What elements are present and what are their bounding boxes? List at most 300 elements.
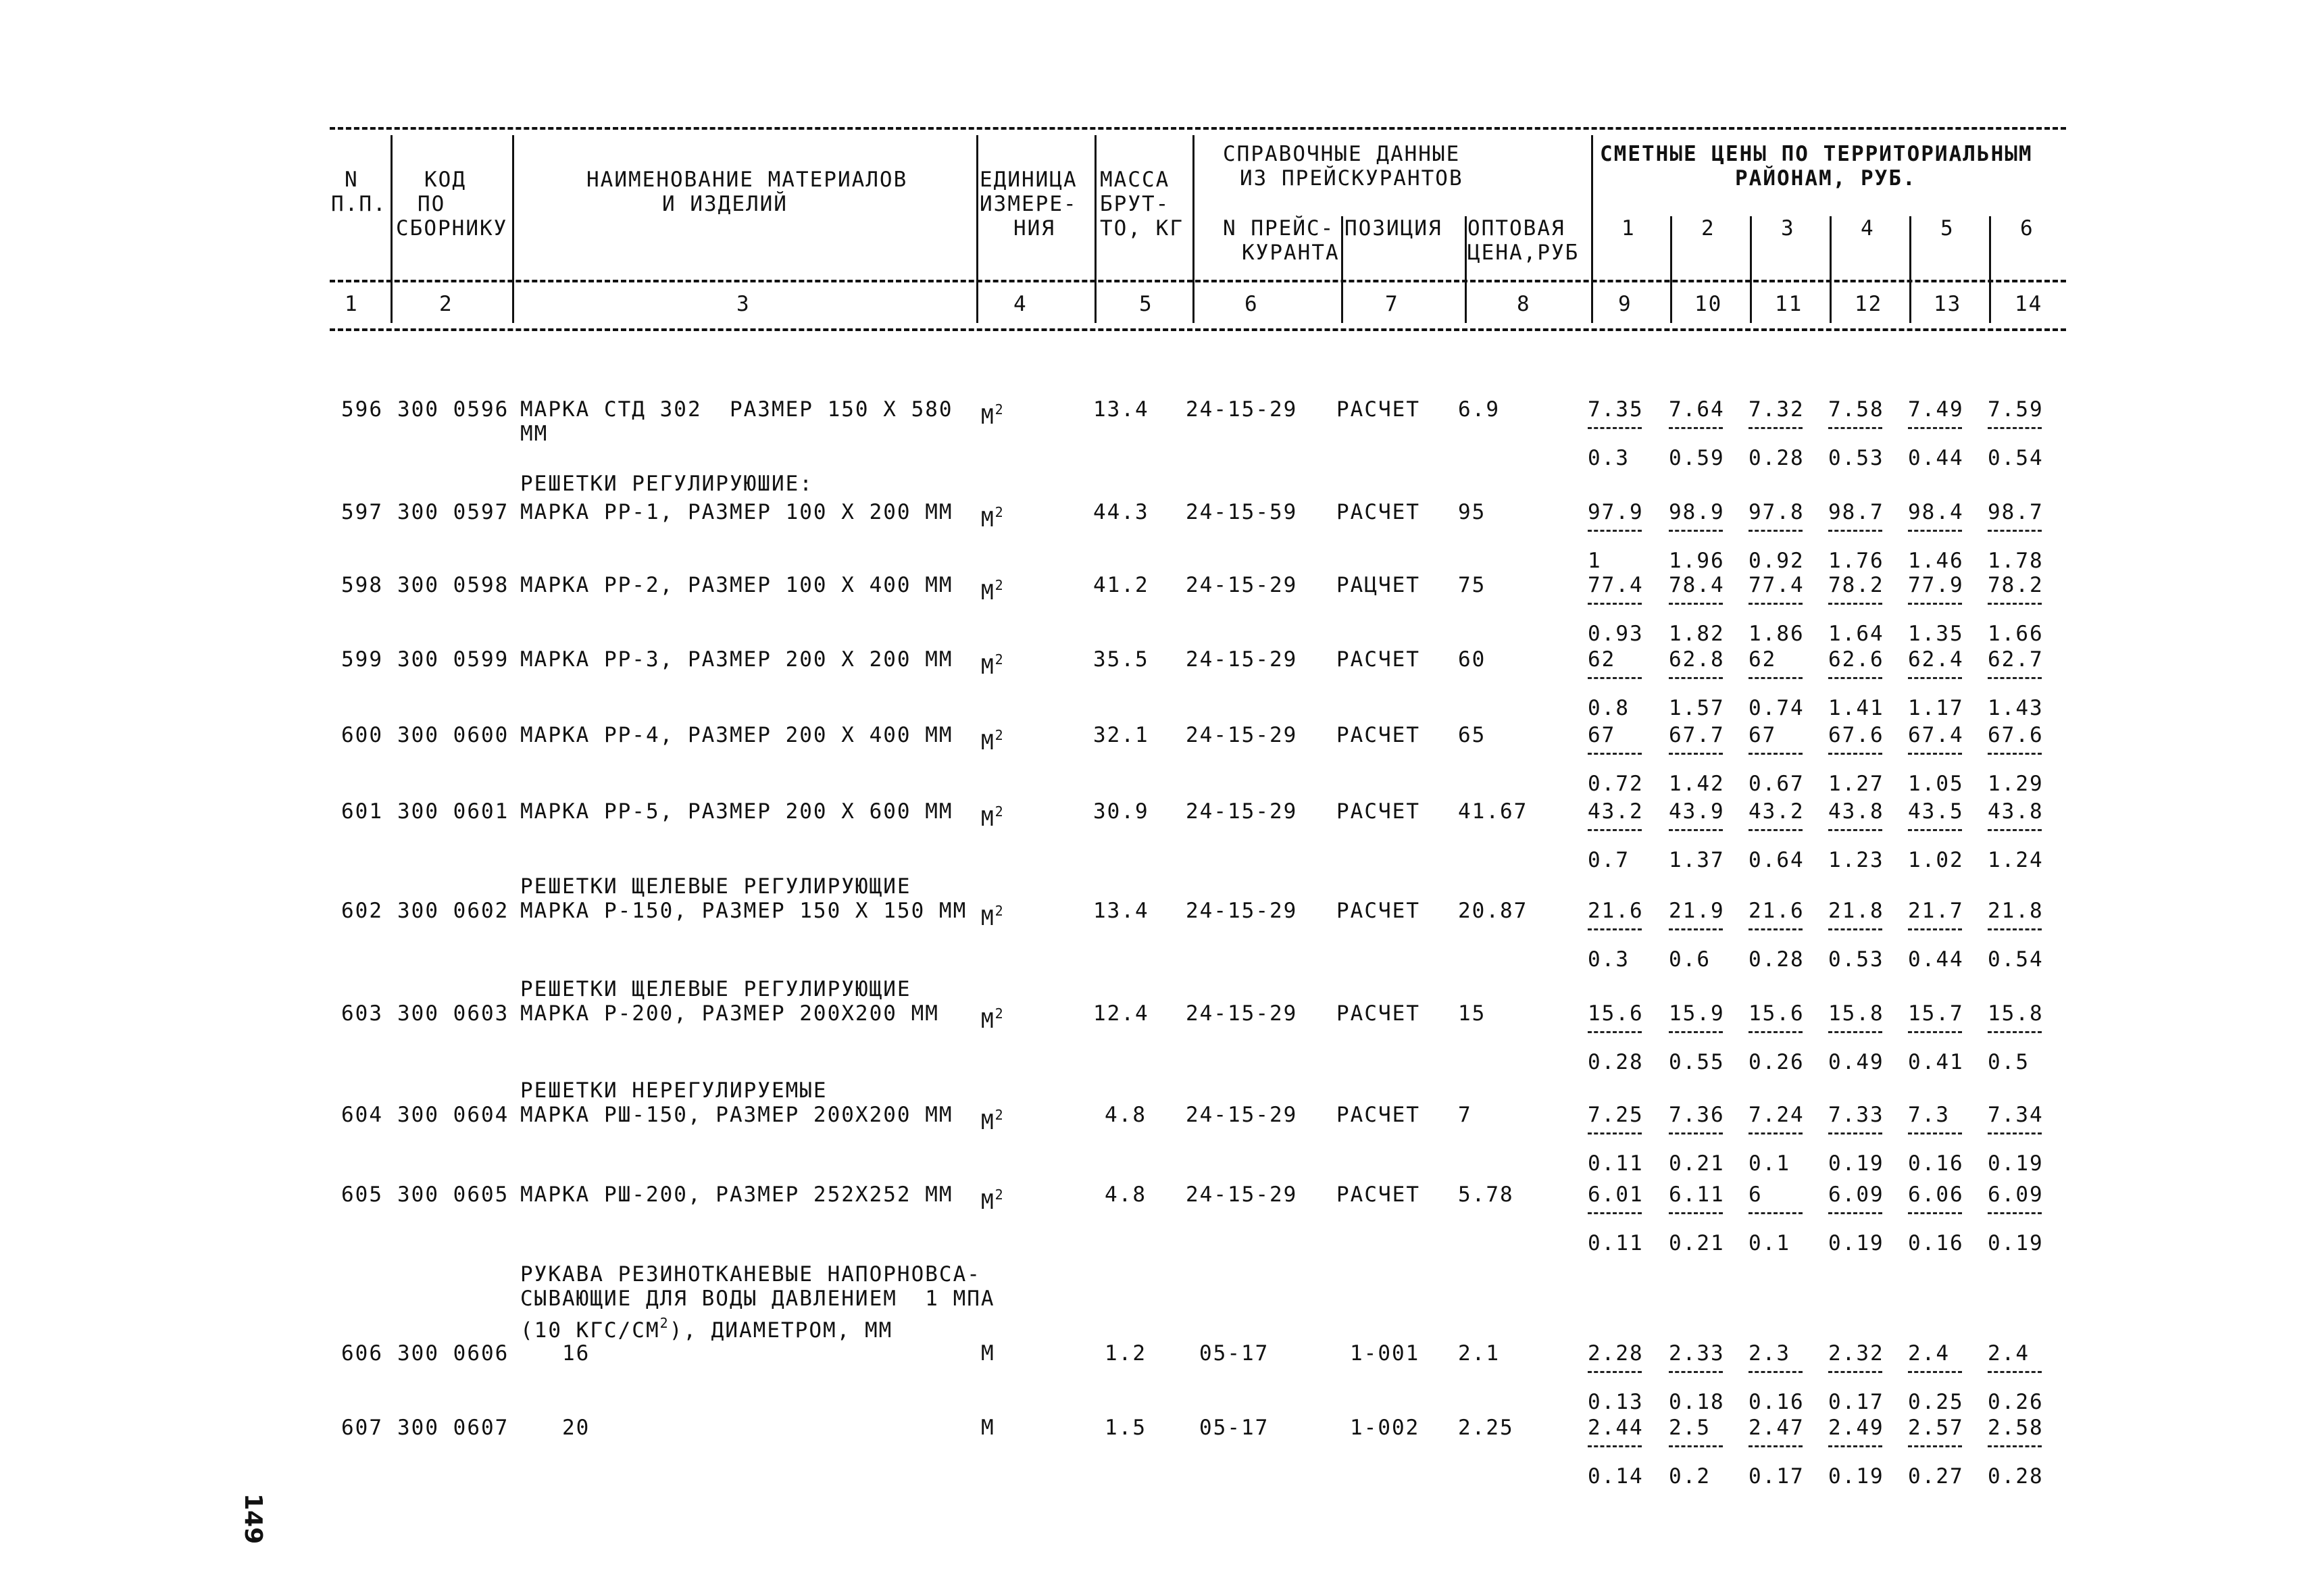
row-number: 596	[341, 397, 383, 422]
row-estimate-extra: 1.02	[1908, 848, 1964, 872]
unit-superscript: 2	[995, 401, 1005, 418]
row-estimate-price: 2.49	[1828, 1416, 1884, 1440]
row-wholesale: 7	[1458, 1103, 1472, 1127]
row-estimate-extra: 1.64	[1828, 622, 1884, 646]
row-number: 598	[341, 573, 383, 597]
row-number: 600	[341, 723, 383, 747]
header-mass: МАССА	[1100, 168, 1170, 192]
row-estimate-price: 43.2	[1749, 799, 1805, 824]
row-estimate-price: 21.6	[1588, 899, 1644, 923]
fraction-rule	[1588, 1212, 1642, 1214]
header-region-number: 6	[2020, 216, 2034, 241]
row-mass: 1.2	[1105, 1341, 1147, 1366]
row-wholesale: 2.1	[1458, 1341, 1500, 1366]
row-number: 599	[341, 647, 383, 672]
row-estimate-price: 7.34	[1988, 1103, 2044, 1127]
row-estimate-price: 67.6	[1828, 723, 1884, 747]
row-unit: $М^2$	[981, 504, 1005, 532]
row-position: РАЦЧЕТ	[1336, 573, 1420, 597]
fraction-rule	[1669, 1132, 1723, 1134]
row-estimate-extra: 0.28	[1749, 947, 1805, 972]
fraction-rule	[1988, 753, 2042, 755]
row-unit: $М^2$	[981, 1005, 1005, 1033]
fraction-rule	[1749, 1031, 1803, 1033]
row-estimate-price: 98.9	[1669, 500, 1725, 524]
fraction-rule	[1588, 603, 1642, 605]
row-estimate-extra: 1.35	[1908, 622, 1964, 646]
row-number: 607	[341, 1416, 383, 1440]
row-estimate-price: 6	[1749, 1182, 1763, 1207]
row-price-list: 05-17	[1199, 1341, 1269, 1366]
row-estimate-extra: 1.24	[1988, 848, 2044, 872]
row-estimate-extra: 0.53	[1828, 947, 1884, 972]
row-estimate-price: 7.36	[1669, 1103, 1725, 1127]
row-mass: 13.4	[1093, 397, 1149, 422]
row-wholesale: 75	[1458, 573, 1486, 597]
unit-superscript: 2	[995, 504, 1005, 520]
row-estimate-price: 77.9	[1908, 573, 1964, 597]
row-mass: 41.2	[1093, 573, 1149, 597]
unit-superscript: 2	[995, 903, 1005, 919]
row-position: РАСЧЕТ	[1336, 899, 1420, 923]
fraction-rule	[1669, 928, 1723, 930]
page-number: 149	[239, 1493, 267, 1545]
row-estimate-extra: 0.72	[1588, 772, 1644, 796]
column-number: 8	[1517, 292, 1531, 316]
row-estimate-price: 21.7	[1908, 899, 1964, 923]
row-estimate-extra: 0.1	[1749, 1231, 1790, 1255]
header-code: СБОРНИКУ	[396, 216, 508, 241]
row-estimate-price: 2.57	[1908, 1416, 1964, 1440]
row-code: 300 0601	[397, 799, 509, 824]
fraction-rule	[1749, 753, 1803, 755]
fraction-rule	[1669, 530, 1723, 532]
row-estimate-price: 21.6	[1749, 899, 1805, 923]
header-unit: ЕДИНИЦА	[980, 168, 1078, 192]
fraction-rule	[1828, 1132, 1882, 1134]
header-estimate-group: СМЕТНЫЕ ЦЕНЫ ПО ТЕРРИТОРИАЛЬНЫМ	[1600, 142, 2033, 166]
header-mass: БРУТ-	[1100, 192, 1170, 216]
row-unit: $М^2$	[981, 803, 1005, 831]
header-name: НАИМЕНОВАНИЕ МАТЕРИАЛОВ	[586, 168, 908, 192]
row-unit: М	[981, 1416, 995, 1440]
row-estimate-extra: 0.49	[1828, 1050, 1884, 1074]
row-estimate-price: 7.24	[1749, 1103, 1805, 1127]
fraction-rule	[1988, 1031, 2042, 1033]
section-title: РУКАВА РЕЗИНОТКАНЕВЫЕ НАПОРНОВСА-	[520, 1262, 981, 1287]
row-name: МАРКА РР-1, РАЗМЕР 100 Х 200 ММ	[520, 500, 953, 524]
row-estimate-price: 43.2	[1588, 799, 1644, 824]
fraction-rule	[1749, 1212, 1803, 1214]
row-estimate-extra: 1.57	[1669, 696, 1725, 720]
header-num: П.П.	[331, 192, 387, 216]
fraction-rule	[1828, 603, 1882, 605]
header-sub-rule	[330, 280, 2066, 282]
row-code: 300 0605	[397, 1182, 509, 1207]
row-estimate-price: 7.49	[1908, 397, 1964, 422]
row-name: МАРКА РР-4, РАЗМЕР 200 Х 400 ММ	[520, 723, 953, 747]
row-position: РАСЧЕТ	[1336, 1001, 1420, 1026]
header-region-number: 5	[1940, 216, 1955, 241]
row-mass: 12.4	[1093, 1001, 1149, 1026]
unit-superscript: 2	[995, 1005, 1005, 1022]
row-estimate-extra: 0.28	[1749, 446, 1805, 470]
row-estimate-extra: 0.44	[1908, 947, 1964, 972]
column-divider	[391, 135, 393, 323]
row-number: 597	[341, 500, 383, 524]
fraction-rule	[1588, 1031, 1642, 1033]
row-estimate-extra: 0.19	[1828, 1464, 1884, 1489]
fraction-rule	[1749, 928, 1803, 930]
row-wholesale: 95	[1458, 500, 1486, 524]
row-estimate-price: 7.32	[1749, 397, 1805, 422]
row-position: РАСЧЕТ	[1336, 500, 1420, 524]
row-estimate-extra: 0.17	[1749, 1464, 1805, 1489]
column-number: 14	[2015, 292, 2043, 316]
row-estimate-extra: 1.29	[1988, 772, 2044, 796]
row-estimate-price: 97.8	[1749, 500, 1805, 524]
fraction-rule	[1828, 530, 1882, 532]
column-divider	[512, 135, 514, 323]
row-estimate-price: 43.5	[1908, 799, 1964, 824]
row-estimate-extra: 0.54	[1988, 446, 2044, 470]
row-estimate-extra: 0.64	[1749, 848, 1805, 872]
row-wholesale: 5.78	[1458, 1182, 1514, 1207]
unit-superscript: 2	[995, 803, 1005, 820]
row-name: МАРКА РШ-150, РАЗМЕР 200Х200 ММ	[520, 1103, 953, 1127]
row-wholesale: 65	[1458, 723, 1486, 747]
row-price-list: 24-15-29	[1186, 1103, 1298, 1127]
row-estimate-extra: 0.1	[1749, 1151, 1790, 1176]
column-divider	[1750, 216, 1752, 323]
unit-superscript: 2	[995, 1107, 1005, 1123]
row-estimate-extra: 0.6	[1669, 947, 1711, 972]
fraction-rule	[1669, 1031, 1723, 1033]
row-estimate-price: 98.4	[1908, 500, 1964, 524]
header-wholesale: ОПТОВАЯ	[1467, 216, 1565, 241]
fraction-rule	[1749, 1371, 1803, 1373]
row-mass: 44.3	[1093, 500, 1149, 524]
fraction-rule	[1588, 928, 1642, 930]
row-estimate-extra: 0.93	[1588, 622, 1644, 646]
row-estimate-extra: 0.8	[1588, 696, 1630, 720]
fraction-rule	[1669, 753, 1723, 755]
row-estimate-price: 43.8	[1988, 799, 2044, 824]
header-region-number: 2	[1701, 216, 1715, 241]
row-estimate-price: 15.7	[1908, 1001, 1964, 1026]
row-estimate-extra: 0.28	[1988, 1464, 2044, 1489]
row-estimate-extra: 0.26	[1749, 1050, 1805, 1074]
fraction-rule	[1828, 1212, 1882, 1214]
row-estimate-extra: 0.59	[1669, 446, 1725, 470]
unit-superscript: 2	[995, 577, 1005, 593]
row-code: 300 0596	[397, 397, 509, 422]
fraction-rule	[1588, 1445, 1642, 1447]
row-wholesale: 15	[1458, 1001, 1486, 1026]
column-number: 9	[1618, 292, 1632, 316]
fraction-rule	[1908, 1031, 1962, 1033]
row-estimate-price: 2.47	[1749, 1416, 1805, 1440]
row-code: 300 0602	[397, 899, 509, 923]
row-price-list: 24-15-29	[1186, 1001, 1298, 1026]
row-estimate-extra: 0.25	[1908, 1390, 1964, 1414]
row-number: 601	[341, 799, 383, 824]
row-price-list: 24-15-29	[1186, 573, 1298, 597]
section-title: РЕШЕТКИ ЩЕЛЕВЫЕ РЕГУЛИРУЮЩИЕ	[520, 977, 911, 1001]
row-estimate-extra: 0.28	[1588, 1050, 1644, 1074]
row-position: РАСЧЕТ	[1336, 1103, 1420, 1127]
row-estimate-extra: 0.18	[1669, 1390, 1725, 1414]
fraction-rule	[1908, 1212, 1962, 1214]
row-estimate-extra: 0.26	[1988, 1390, 2044, 1414]
row-estimate-price: 7.3	[1908, 1103, 1950, 1127]
row-estimate-price: 98.7	[1828, 500, 1884, 524]
row-estimate-price: 2.58	[1988, 1416, 2044, 1440]
row-unit: $М^2$	[981, 1187, 1005, 1214]
row-estimate-price: 21.8	[1988, 899, 2044, 923]
row-price-list: 24-15-29	[1186, 647, 1298, 672]
row-name: МАРКА РШ-200, РАЗМЕР 252Х252 ММ	[520, 1182, 953, 1207]
fraction-rule	[1669, 1371, 1723, 1373]
fraction-rule	[1988, 1132, 2042, 1134]
row-estimate-price: 62.4	[1908, 647, 1964, 672]
fraction-rule	[1669, 1445, 1723, 1447]
header-region-number: 4	[1861, 216, 1875, 241]
row-unit: М	[981, 1341, 995, 1366]
row-estimate-extra: 1.23	[1828, 848, 1884, 872]
row-estimate-price: 21.8	[1828, 899, 1884, 923]
column-divider	[1909, 216, 1911, 323]
fraction-rule	[1749, 829, 1803, 831]
row-wholesale: 6.9	[1458, 397, 1500, 422]
header-region-number: 3	[1781, 216, 1795, 241]
fraction-rule	[1669, 427, 1723, 429]
header-price-list: КУРАНТА	[1242, 241, 1340, 265]
row-estimate-extra: 0.19	[1988, 1231, 2044, 1255]
row-name: 20	[562, 1416, 590, 1440]
row-estimate-price: 6.09	[1828, 1182, 1884, 1207]
column-divider	[976, 135, 978, 323]
section-title: РЕШЕТКИ РЕГУЛИРУЮШИЕ:	[520, 472, 813, 496]
row-estimate-extra: 0.74	[1749, 696, 1805, 720]
header-unit: ИЗМЕРЕ-	[980, 192, 1078, 216]
fraction-rule	[1669, 1212, 1723, 1214]
row-estimate-price: 15.9	[1669, 1001, 1725, 1026]
row-estimate-price: 67.6	[1988, 723, 2044, 747]
row-estimate-extra: 1.17	[1908, 696, 1964, 720]
fraction-rule	[1588, 530, 1642, 532]
row-estimate-price: 77.4	[1588, 573, 1644, 597]
row-estimate-extra: 0.54	[1988, 947, 2044, 972]
row-estimate-price: 6.11	[1669, 1182, 1725, 1207]
fraction-rule	[1828, 1445, 1882, 1447]
fraction-rule	[1908, 1132, 1962, 1134]
fraction-rule	[1828, 928, 1882, 930]
row-estimate-extra: 1	[1588, 549, 1602, 573]
fraction-rule	[1988, 1212, 2042, 1214]
row-estimate-price: 7.33	[1828, 1103, 1884, 1127]
fraction-rule	[1749, 677, 1803, 679]
header-name: И ИЗДЕЛИЙ	[662, 192, 788, 216]
row-estimate-extra: 0.53	[1828, 446, 1884, 470]
row-estimate-extra: 1.37	[1669, 848, 1725, 872]
row-price-list: 24-15-29	[1186, 397, 1298, 422]
row-name: МАРКА Р-150, РАЗМЕР 150 Х 150 ММ	[520, 899, 967, 923]
column-number: 5	[1139, 292, 1153, 316]
column-number: 10	[1694, 292, 1723, 316]
row-estimate-price: 67	[1749, 723, 1777, 747]
row-position: РАСЧЕТ	[1336, 799, 1420, 824]
fraction-rule	[1588, 677, 1642, 679]
fraction-rule	[1988, 928, 2042, 930]
row-position: РАСЧЕТ	[1336, 647, 1420, 672]
row-mass: 32.1	[1093, 723, 1149, 747]
row-name: ММ	[520, 422, 549, 446]
fraction-rule	[1749, 1445, 1803, 1447]
row-estimate-price: 2.5	[1669, 1416, 1711, 1440]
row-estimate-extra: 1.42	[1669, 772, 1725, 796]
row-estimate-price: 7.58	[1828, 397, 1884, 422]
row-estimate-extra: 0.16	[1908, 1231, 1964, 1255]
row-estimate-price: 15.8	[1828, 1001, 1884, 1026]
row-estimate-extra: 0.21	[1669, 1151, 1725, 1176]
header-bottom-rule	[330, 328, 2066, 331]
row-estimate-extra: 0.67	[1749, 772, 1805, 796]
row-estimate-extra: 0.11	[1588, 1231, 1644, 1255]
row-estimate-price: 77.4	[1749, 573, 1805, 597]
row-estimate-price: 7.25	[1588, 1103, 1644, 1127]
fraction-rule	[1828, 753, 1882, 755]
row-estimate-extra: 1.41	[1828, 696, 1884, 720]
fraction-rule	[1588, 1371, 1642, 1373]
column-number: 2	[439, 292, 453, 316]
row-estimate-extra: 1.96	[1669, 549, 1725, 573]
row-estimate-extra: 1.46	[1908, 549, 1964, 573]
row-estimate-price: 67.4	[1908, 723, 1964, 747]
column-number: 12	[1855, 292, 1883, 316]
row-estimate-price: 78.2	[1988, 573, 2044, 597]
row-code: 300 0603	[397, 1001, 509, 1026]
row-estimate-extra: 1.43	[1988, 696, 2044, 720]
row-name: 16	[562, 1341, 590, 1366]
row-estimate-price: 78.2	[1828, 573, 1884, 597]
row-price-list: 24-15-29	[1186, 723, 1298, 747]
row-estimate-price: 67	[1588, 723, 1616, 747]
row-estimate-price: 43.8	[1828, 799, 1884, 824]
row-estimate-extra: 0.17	[1828, 1390, 1884, 1414]
row-estimate-extra: 0.19	[1988, 1151, 2044, 1176]
fraction-rule	[1908, 753, 1962, 755]
fraction-rule	[1828, 829, 1882, 831]
header-mass: ТО, КГ	[1100, 216, 1184, 241]
header-region-number: 1	[1621, 216, 1636, 241]
column-divider	[1670, 216, 1672, 323]
row-estimate-price: 15.6	[1588, 1001, 1644, 1026]
row-price-list: 24-15-59	[1186, 500, 1298, 524]
fraction-rule	[1988, 829, 2042, 831]
row-wholesale: 60	[1458, 647, 1486, 672]
fraction-rule	[1988, 530, 2042, 532]
row-estimate-extra: 0.7	[1588, 848, 1630, 872]
row-wholesale: 20.87	[1458, 899, 1528, 923]
row-estimate-price: 2.44	[1588, 1416, 1644, 1440]
row-estimate-price: 62	[1749, 647, 1777, 672]
row-price-list: 24-15-29	[1186, 1182, 1298, 1207]
fraction-rule	[1588, 753, 1642, 755]
fraction-rule	[1828, 1371, 1882, 1373]
row-estimate-price: 7.59	[1988, 397, 2044, 422]
row-code: 300 0604	[397, 1103, 509, 1127]
row-estimate-price: 7.64	[1669, 397, 1725, 422]
column-number: 4	[1013, 292, 1028, 316]
row-estimate-price: 21.9	[1669, 899, 1725, 923]
row-estimate-extra: 1.82	[1669, 622, 1725, 646]
fraction-rule	[1908, 603, 1962, 605]
row-estimate-extra: 1.76	[1828, 549, 1884, 573]
header-ref-group: ИЗ ПРЕЙСКУРАНТОВ	[1240, 166, 1463, 191]
row-estimate-price: 2.33	[1669, 1341, 1725, 1366]
column-number: 6	[1244, 292, 1259, 316]
row-estimate-extra: 1.05	[1908, 772, 1964, 796]
row-unit: $М^2$	[981, 577, 1005, 605]
row-estimate-price: 15.8	[1988, 1001, 2044, 1026]
row-estimate-extra: 0.21	[1669, 1231, 1725, 1255]
fraction-rule	[1988, 603, 2042, 605]
row-name: МАРКА РР-2, РАЗМЕР 100 Х 400 ММ	[520, 573, 953, 597]
row-estimate-extra: 0.13	[1588, 1390, 1644, 1414]
row-number: 604	[341, 1103, 383, 1127]
row-code: 300 0598	[397, 573, 509, 597]
row-estimate-price: 6.09	[1988, 1182, 2044, 1207]
column-divider	[1341, 216, 1343, 323]
row-name: МАРКА СТД 302 РАЗМЕР 150 Х 580	[520, 397, 953, 422]
fraction-rule	[1988, 677, 2042, 679]
row-estimate-extra: 0.14	[1588, 1464, 1644, 1489]
row-code: 300 0607	[397, 1416, 509, 1440]
column-number: 13	[1934, 292, 1962, 316]
row-estimate-extra: 0.55	[1669, 1050, 1725, 1074]
row-estimate-price: 7.35	[1588, 397, 1644, 422]
row-mass: 1.5	[1105, 1416, 1147, 1440]
row-estimate-extra: 0.11	[1588, 1151, 1644, 1176]
header-ref-group: СПРАВОЧНЫЕ ДАННЫЕ	[1223, 142, 1461, 166]
fraction-rule	[1749, 603, 1803, 605]
fraction-rule	[1908, 829, 1962, 831]
column-number: 11	[1775, 292, 1803, 316]
column-number: 3	[736, 292, 751, 316]
row-estimate-extra: 1.66	[1988, 622, 2044, 646]
row-position: РАСЧЕТ	[1336, 723, 1420, 747]
row-estimate-price: 43.9	[1669, 799, 1725, 824]
row-estimate-extra: 0.16	[1749, 1390, 1805, 1414]
row-price-list: 05-17	[1199, 1416, 1269, 1440]
row-position: 1-002	[1350, 1416, 1420, 1440]
fraction-rule	[1828, 427, 1882, 429]
fraction-rule	[1749, 1132, 1803, 1134]
row-price-list: 24-15-29	[1186, 799, 1298, 824]
row-estimate-price: 98.7	[1988, 500, 2044, 524]
row-mass: 4.8	[1105, 1103, 1147, 1127]
row-position: РАСЧЕТ	[1336, 397, 1420, 422]
row-price-list: 24-15-29	[1186, 899, 1298, 923]
column-divider	[1591, 135, 1593, 323]
row-position: 1-001	[1350, 1341, 1420, 1366]
row-estimate-price: 62.6	[1828, 647, 1884, 672]
fraction-rule	[1749, 530, 1803, 532]
row-estimate-extra: 0.19	[1828, 1231, 1884, 1255]
row-estimate-price: 97.9	[1588, 500, 1644, 524]
row-estimate-extra: 1.78	[1988, 549, 2044, 573]
